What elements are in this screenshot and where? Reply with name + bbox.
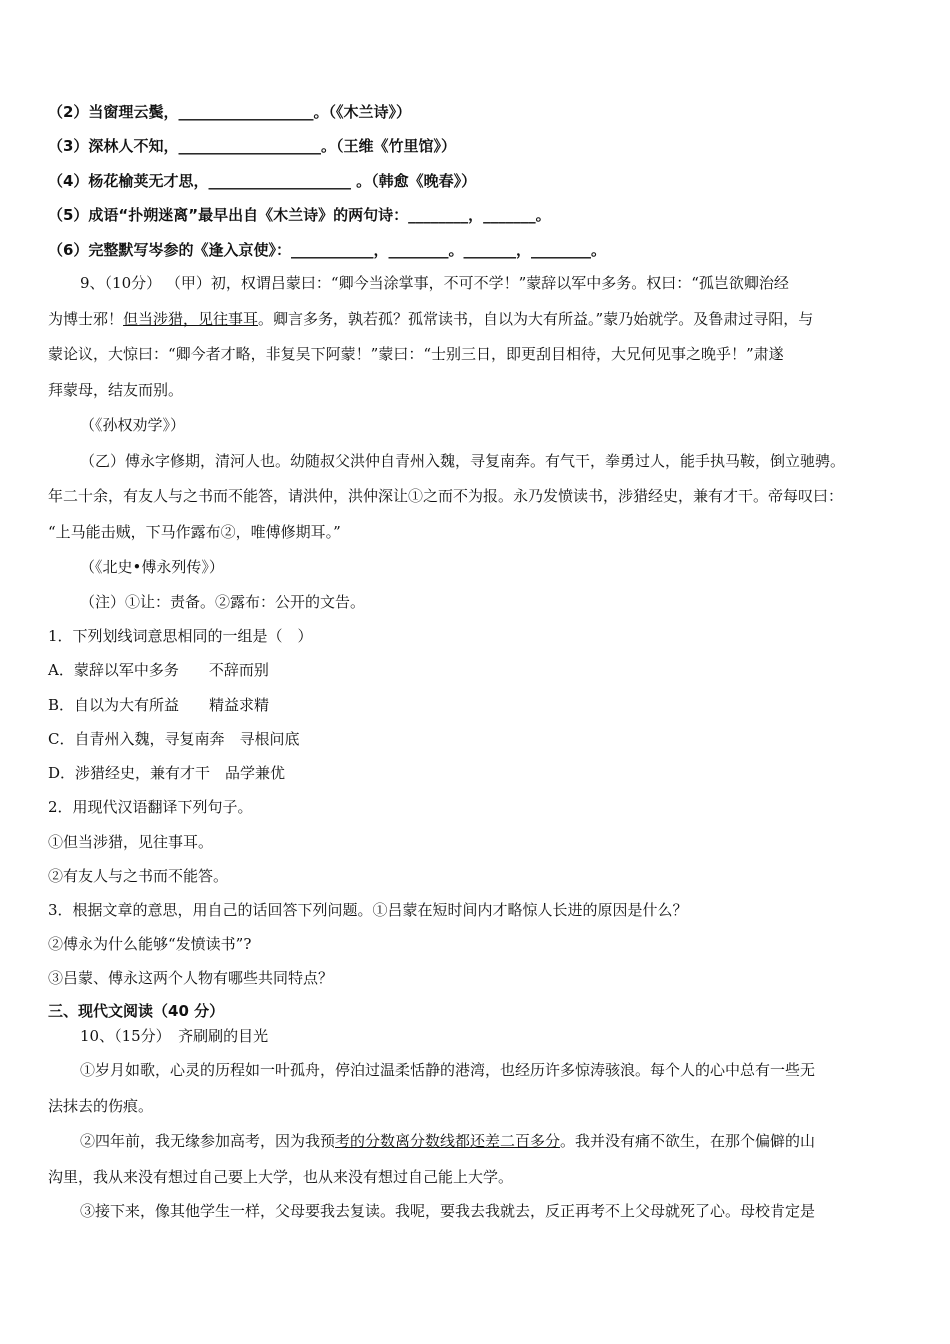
- fill-in-q5: （5）成语“扑朔迷离”最早出自《木兰诗》的两句诗：________，_______。: [48, 206, 551, 224]
- fill-in-q2: （2）当窗理云鬓，__________________。（《木兰诗》）: [48, 103, 411, 121]
- q9-passage-yi-line2: 年二十余，有友人与之书而不能答，请洪仲，洪仲深让①之而不为报。永乃发愤读书，涉猎经史，兼有才干。帝每叹曰：: [48, 487, 844, 505]
- q9-passage-yi-line1: （乙）傅永字修期，清河人也。幼随叔父洪仲自青州入魏，寻复南奔。有气干，拳勇过人，能手执马鞍，倒立驰骋。: [80, 452, 846, 470]
- q9-source-yi: （《北史•傅永列传》）: [80, 558, 224, 576]
- q10-para1-line2: 法抹去的伤痕。: [48, 1097, 154, 1115]
- fill-in-q4: （4）杨花榆荚无才思，___________________ 。（韩愈《晚春》）: [48, 172, 477, 190]
- q10-para2-line2: 沟里，我从来没有想过自己要上大学，也从来没有想过自己能上大学。: [48, 1168, 514, 1186]
- q10-para1-line1: ①岁月如歌，心灵的历程如一叶孤舟，停泊过温柔恬静的港湾，也经历许多惊涛骇浪。每个人的心中总有一些无: [80, 1061, 816, 1079]
- q9-sub1: 1．下列划线词意思相同的一组是（ ）: [48, 627, 313, 645]
- q9-option-d: D．涉猎经史，兼有才干 品学兼优: [48, 764, 286, 782]
- q10-para2-line1: ②四年前，我无缘参加高考，因为我预考的分数离分数线都还差二百多分。我并没有痛不欲生，在那个偏僻的山: [80, 1132, 816, 1150]
- q9-passage-jia-line3: 蒙论议，大惊曰：“卿今者才略，非复吴下阿蒙！”蒙曰：“士别三日，即更刮目相待，大兄何见事之晚乎！”肃遂: [48, 345, 784, 363]
- q9-sub2: 2．用现代汉语翻译下列句子。: [48, 798, 253, 816]
- q9-passage-yi-line3: “上马能击贼，下马作露布②，唯傅修期耳。”: [48, 523, 341, 541]
- underlined-phrase: 考的分数离分数线都还差二百多分: [335, 1132, 561, 1150]
- q9-option-a: A．蒙辞以军中多务 不辞而别: [48, 661, 269, 679]
- q9-passage-jia-line2: 为博士邪！但当涉猎，见往事耳。卿言多务，孰若孤？孤常读书，自以为大有所益。”蒙乃始就学。及鲁肃过寻阳，与: [48, 310, 814, 328]
- q9-translate-2: ②有友人与之书而不能答。: [48, 867, 229, 885]
- q9-sub3: 3．根据文章的意思，用自己的话回答下列问题。①吕蒙在短时间内才略惊人长进的原因是什么？: [48, 901, 688, 919]
- q9-note: （注）①让：责备。②露布：公开的文告。: [80, 593, 366, 611]
- q9-sub3-part3: ③吕蒙、傅永这两个人物有哪些共同特点？: [48, 969, 334, 987]
- q9-translate-1: ①但当涉猎，见往事耳。: [48, 833, 214, 851]
- section3-heading: 三、现代文阅读（40 分）: [48, 1002, 225, 1020]
- q10-para3-line1: ③接下来，像其他学生一样，父母要我去复读。我呢，要我去我就去，反正再考不上父母就死了心。母校肯定是: [80, 1202, 816, 1220]
- fill-in-q3: （3）深林人不知，___________________。（王维《竹里馆》）: [48, 137, 456, 155]
- q9-passage-jia-line4: 拜蒙母，结友而别。: [48, 381, 184, 399]
- fill-in-q6: （6）完整默写岑参的《逢入京使》：___________，________。_______，________。: [48, 241, 606, 259]
- q9-passage-jia-line1: 9、（10分） （甲）初，权谓吕蒙曰：“卿今当涂掌事，不可不学！”蒙辞以军中多务。权曰：“孤岂欲卿治经: [80, 274, 789, 292]
- q9-sub3-part2: ②傅永为什么能够“发愤读书”?: [48, 935, 252, 953]
- q9-option-b: B．自以为大有所益 精益求精: [48, 696, 270, 714]
- underlined-sentence: 但当涉猎，见往事耳: [123, 310, 259, 328]
- q9-option-c: C．自青州入魏，寻复南奔 寻根问底: [48, 730, 300, 748]
- q10-title: 10、（15分） 齐刷刷的目光: [80, 1027, 269, 1045]
- q9-source-jia: （《孙权劝学》）: [80, 416, 186, 434]
